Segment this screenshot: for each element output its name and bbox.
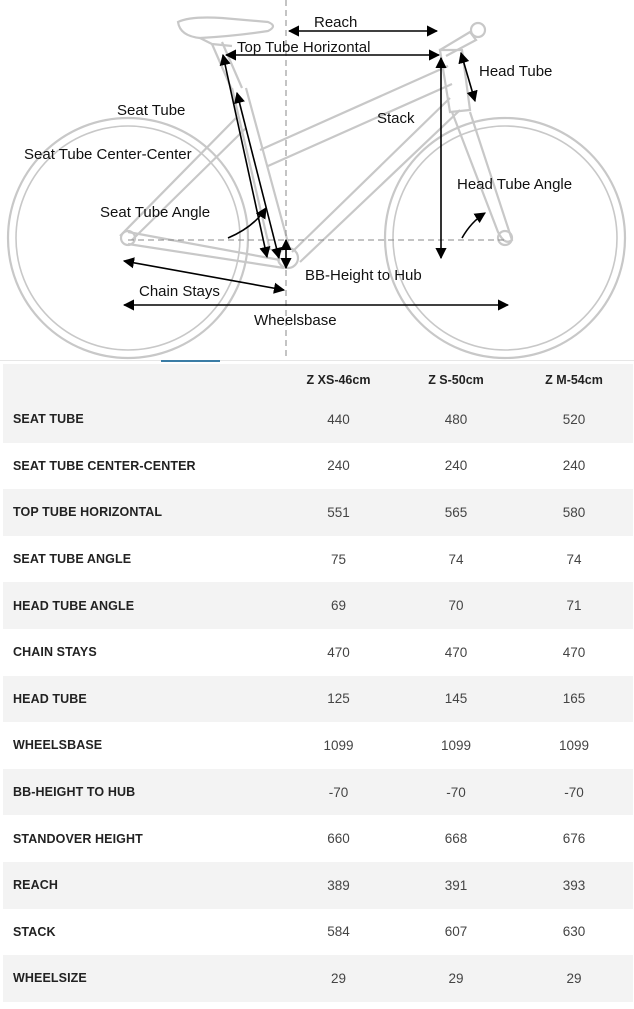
cell-s: -70 xyxy=(446,784,466,800)
table-row xyxy=(3,443,633,490)
cell-s: 74 xyxy=(448,551,464,567)
label-seat-tube: Seat Tube xyxy=(117,102,186,119)
label-head-tube: Head Tube xyxy=(479,63,553,80)
cell-xs: 389 xyxy=(327,877,350,893)
row-label: WHEELSBASE xyxy=(13,738,103,753)
table-row xyxy=(3,722,633,769)
down-tube xyxy=(292,98,460,262)
row-label: WHEELSIZE xyxy=(13,971,87,986)
seat-tube-center-arrow xyxy=(237,93,279,258)
cell-s: 470 xyxy=(444,644,468,660)
cell-s: 29 xyxy=(448,970,464,986)
label-head-tube-angle: Head Tube Angle xyxy=(457,176,573,193)
label-seat-tube-angle: Seat Tube Angle xyxy=(100,204,211,221)
cell-m: 71 xyxy=(566,598,582,614)
row-label: HEAD TUBE xyxy=(13,691,87,706)
head-tube-angle-arc xyxy=(462,213,485,238)
table-row xyxy=(3,815,633,862)
cell-s: 565 xyxy=(444,504,468,520)
label-stack: Stack xyxy=(377,110,415,127)
row-label: SEAT TUBE ANGLE xyxy=(13,552,132,567)
cell-s: 145 xyxy=(444,691,468,707)
header-size-m: Z M-54cm xyxy=(545,373,603,387)
section-divider xyxy=(0,360,634,361)
cell-s: 607 xyxy=(444,924,468,940)
cell-s: 668 xyxy=(444,831,468,847)
row-label: HEAD TUBE ANGLE xyxy=(13,598,135,613)
label-top-tube-horizontal: Top Tube Horizontal xyxy=(237,39,371,56)
saddle xyxy=(178,18,273,39)
cell-xs: 551 xyxy=(327,504,350,520)
cell-m: 74 xyxy=(566,551,582,567)
table-row xyxy=(3,582,633,629)
table-row xyxy=(3,536,633,583)
cell-m: -70 xyxy=(564,784,584,800)
header-corner xyxy=(3,364,280,396)
geometry-table xyxy=(3,364,633,1002)
cell-xs: 75 xyxy=(330,551,347,567)
cell-m: 1099 xyxy=(558,737,590,753)
label-wheelsbase: Wheelsbase xyxy=(254,312,337,329)
cell-m: 393 xyxy=(562,877,586,893)
cell-m: 470 xyxy=(562,644,586,660)
cell-m: 580 xyxy=(562,504,586,520)
cell-s: 240 xyxy=(444,458,468,474)
cell-xs: 470 xyxy=(327,644,350,660)
table-header-row xyxy=(3,364,633,396)
active-tab-indicator xyxy=(161,360,220,362)
header-size-s: Z S-50cm xyxy=(428,373,484,387)
bike-geometry-diagram xyxy=(0,0,634,360)
header-size-xs: Z XS-46cm xyxy=(306,373,371,387)
table-row xyxy=(3,396,633,443)
row-label: SEAT TUBE CENTER-CENTER xyxy=(13,458,196,473)
label-reach: Reach xyxy=(314,14,358,31)
cell-xs: 1099 xyxy=(323,737,354,753)
table-row xyxy=(3,862,633,909)
cell-m: 240 xyxy=(562,458,586,474)
cell-xs: 660 xyxy=(327,831,350,847)
cell-xs: -70 xyxy=(328,784,349,800)
row-label: REACH xyxy=(13,878,58,893)
row-label: TOP TUBE HORIZONTAL xyxy=(13,505,163,520)
label-seat-tube-center-center: Seat Tube Center-Center xyxy=(24,146,192,163)
table-row xyxy=(3,489,633,536)
cell-m: 630 xyxy=(562,924,586,940)
seat-stay xyxy=(120,118,246,240)
cell-m: 520 xyxy=(562,411,586,427)
cell-xs: 69 xyxy=(330,598,347,614)
seat-tube-arrow xyxy=(223,55,267,257)
cell-xs: 584 xyxy=(327,924,350,940)
cell-s: 70 xyxy=(448,598,464,614)
row-label: CHAIN STAYS xyxy=(13,645,97,660)
cell-xs: 29 xyxy=(330,970,347,986)
cell-s: 1099 xyxy=(440,737,472,753)
front-wheel xyxy=(385,118,625,358)
cell-m: 29 xyxy=(566,970,582,986)
cell-s: 480 xyxy=(444,411,468,427)
cell-xs: 240 xyxy=(327,458,350,474)
cell-s: 391 xyxy=(444,877,468,893)
table-row xyxy=(3,629,633,676)
table-row xyxy=(3,909,633,956)
cell-m: 165 xyxy=(562,691,586,707)
row-label: STACK xyxy=(13,924,56,939)
cell-xs: 440 xyxy=(327,411,350,427)
table-row xyxy=(3,955,633,1002)
label-bb-height-to-hub: BB-Height to Hub xyxy=(305,267,422,284)
row-label: SEAT TUBE xyxy=(13,412,84,427)
cell-m: 676 xyxy=(562,831,586,847)
table-row xyxy=(3,676,633,723)
label-chain-stays: Chain Stays xyxy=(139,283,220,300)
chain-stay xyxy=(128,232,284,268)
row-label: BB-HEIGHT TO HUB xyxy=(13,785,136,800)
row-label: STANDOVER HEIGHT xyxy=(13,831,143,846)
cell-xs: 125 xyxy=(327,691,350,707)
table-row xyxy=(3,769,633,816)
